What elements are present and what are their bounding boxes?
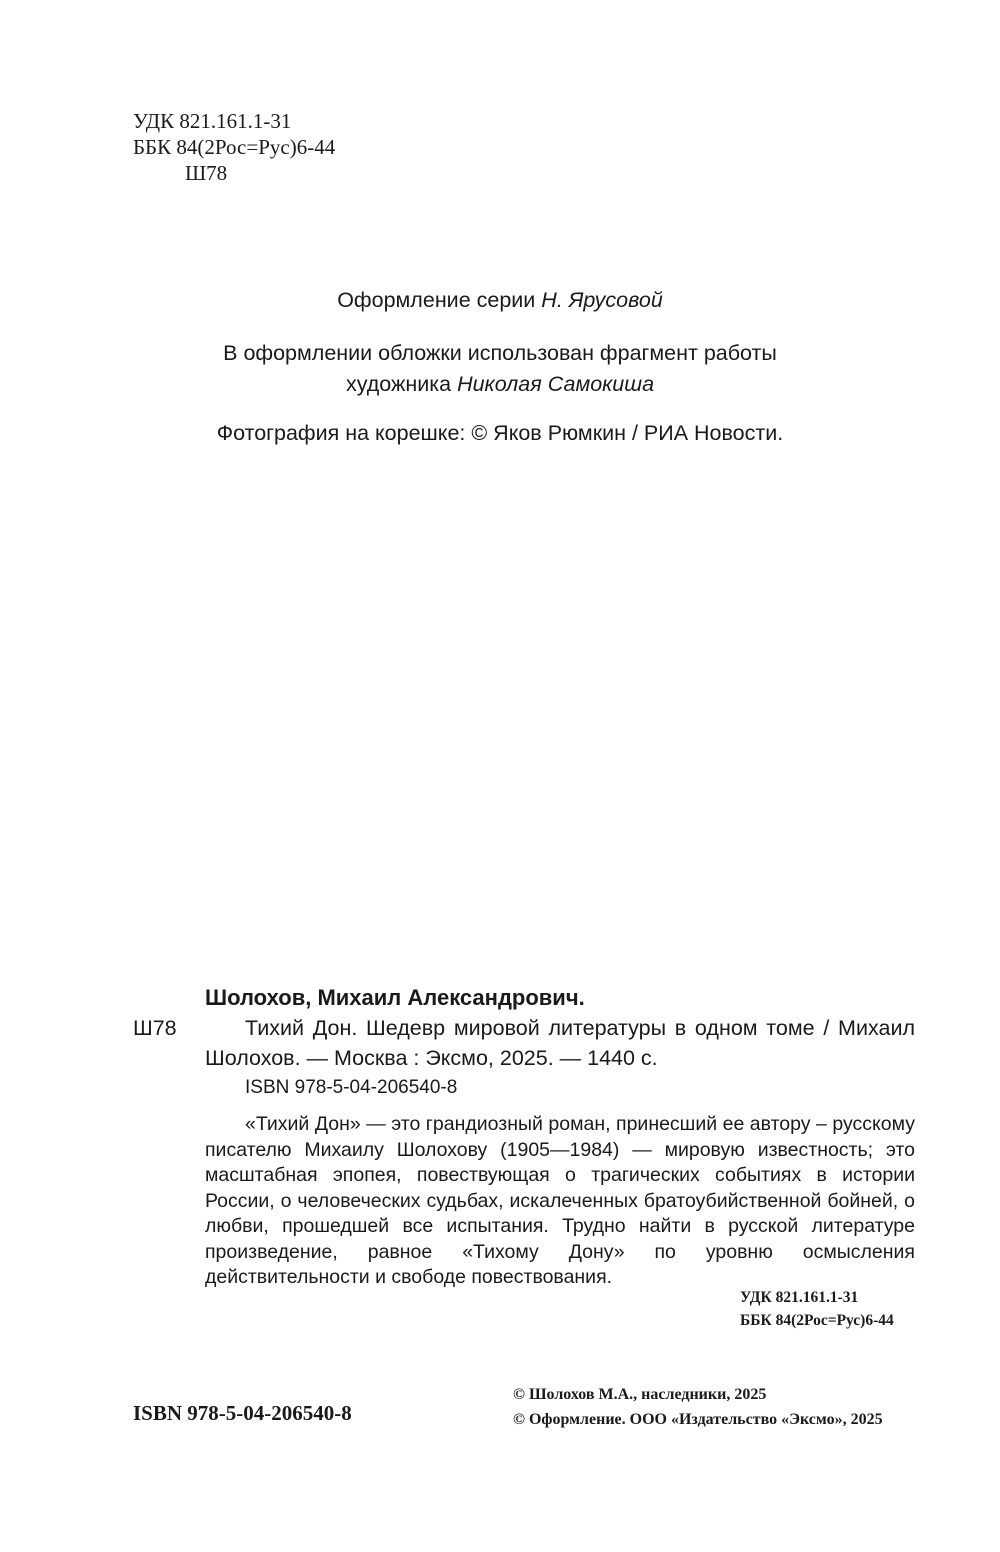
udk-code: УДК 821.161.1-31	[133, 109, 292, 133]
annotation-bbk: ББК 84(2Рос=Рус)6-44	[740, 1312, 894, 1329]
author-mark: Ш78	[185, 161, 228, 185]
bbk-code: ББК 84(2Рос=Рус)6-44	[133, 135, 336, 159]
annotation-author: Шолохов, Михаил Александрович.	[205, 985, 585, 1010]
copyright-block	[513, 1382, 883, 1432]
copyright-author: © Шолохов М.А., наследники, 2025	[513, 1386, 767, 1403]
cover-artist-prefix: художника	[345, 372, 458, 396]
photo-credit: Фотография на корешке: © Яков Рюмкин / РИА Новости.	[216, 421, 784, 445]
annotation-udk: УДК 821.161.1-31	[740, 1289, 859, 1306]
series-designer-name: Н. Ярусовой	[541, 288, 663, 312]
annotation-title-record: Тихий Дон. Шедевр мировой литературы в одном томе / Михаил Шолохов. — Москва : Эксмо, 2025. — 1440 с.	[205, 1016, 915, 1070]
cover-artist-name: Николая Самокиша	[457, 372, 655, 396]
annotation-class-codes	[740, 1286, 894, 1332]
copyright-design: © Оформление. ООО «Издательство «Эксмо», 2025	[513, 1411, 883, 1428]
series-design-credit	[0, 285, 1000, 316]
cover-credit-line2	[0, 369, 1000, 400]
annotation-author-mark: Ш78	[133, 1016, 177, 1040]
cover-credit	[0, 338, 1000, 400]
cover-credit-line1: В оформлении обложки использован фрагмент работы	[223, 341, 777, 365]
annotation-description: «Тихий Дон» — это грандиозный роман, принесший ее автору – русскому писателю Михаилу Шолохову (1905—1984) — мировую известность; это масштабная эпопея, повествующая о трагических событиях в истории России, о человеческих судьбах, искалеченных братоубийственной бойней, о любви, прошедшей все испытания. Трудно найти в русской литературе произведение, равное «Тихому Дону» по уровню осмысления действительности и свободе повествования.	[205, 1113, 915, 1288]
isbn-footer: ISBN 978-5-04-206540-8	[133, 1401, 352, 1425]
series-design-label: Оформление серии	[337, 288, 542, 312]
classification-block	[133, 108, 335, 186]
annotation-isbn: ISBN 978-5-04-206540-8	[245, 1077, 458, 1098]
